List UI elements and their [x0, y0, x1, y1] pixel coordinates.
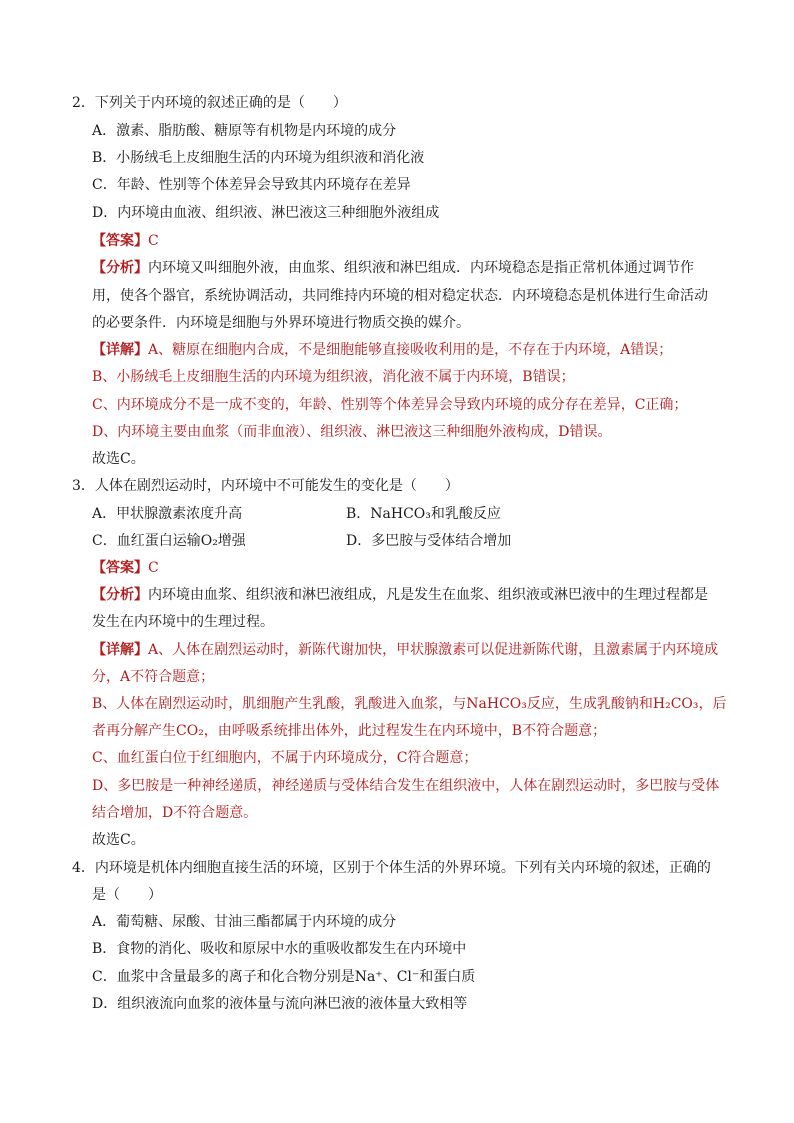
q3-option-c: C．血红蛋白运输O₂增强	[92, 533, 246, 549]
q2-analysis-line: 用，使各个器官，系统协调活动，共同维持内环境的相对稳定状态．内环境稳态是机体进行生命活动	[92, 288, 708, 304]
q4-option-a: A．葡萄糖、尿酸、甘油三酯都属于内环境的成分	[92, 914, 397, 930]
q3-detail-line: C、血红蛋白位于红细胞内，不属于内环境成分，C符合题意；	[92, 750, 478, 766]
question-2-number: 2．	[72, 95, 95, 111]
q3-detail-line: 者再分解产生CO₂，由呼吸系统排出体外，此过程发生在内环境中，B不符合题意；	[92, 723, 607, 739]
question-4-number: 4．	[72, 860, 95, 876]
q3-conclusion: 故选C。	[92, 832, 145, 848]
q3-option-b: B．NaHCO₃和乳酸反应	[346, 506, 501, 522]
q2-answer: 【答案】C	[92, 233, 159, 249]
q2-option-d: D．内环境由血液、组织液、淋巴液这三种细胞外液组成	[92, 205, 440, 221]
question-3-number: 3．	[72, 478, 95, 494]
q4-option-c: C．血浆中含量最多的离子和化合物分别是Na⁺、Cl⁻和蛋白质	[92, 969, 476, 985]
q2-analysis: 【分析】内环境又叫细胞外液，由血浆、组织液和淋巴组成．内环境稳态是指正常机体通过调节作	[92, 260, 694, 276]
q2-option-c: C．年龄、性别等个体差异会导致其内环境存在差异	[92, 177, 411, 193]
q4-stem-line: 是（ ）	[92, 887, 162, 903]
q2-detail-line: D、内环境主要由血浆（而非血液）、组织液、淋巴液这三种细胞外液构成，D错误。	[92, 424, 612, 440]
q2-option-b: B．小肠绒毛上皮细胞生活的内环境为组织液和消化液	[92, 150, 425, 166]
question-3-stem: 3．人体在剧烈运动时，内环境中不可能发生的变化是（ ）	[72, 478, 459, 494]
q3-detail: 【详解】A、人体在剧烈运动时，新陈代谢加快，甲状腺激素可以促进新陈代谢，且激素属于内环境成	[92, 642, 719, 658]
q4-option-d: D．组织液流向血浆的液体量与流向淋巴液的液体量大致相等	[92, 996, 468, 1012]
q3-detail-line: B、人体在剧烈运动时，肌细胞产生乳酸，乳酸进入血浆，与NaHCO₃反应，生成乳酸钠和H₂CO₃，后	[92, 696, 727, 712]
q2-detail-line: B、小肠绒毛上皮细胞生活的内环境为组织液，消化液不属于内环境，B错误；	[92, 369, 575, 385]
q3-detail-line: 结合增加，D不符合题意。	[92, 805, 258, 821]
q3-analysis-line: 发生在内环境中的生理过程。	[92, 614, 274, 630]
q2-detail-line: C、内环境成分不是一成不变的，年龄、性别等个体差异会导致内环境的成分存在差异，C正确；	[92, 397, 688, 413]
q3-option-d: D．多巴胺与受体结合增加	[346, 533, 512, 549]
question-2-stem: 2．下列关于内环境的叙述正确的是（ ）	[72, 95, 347, 111]
q2-analysis-line: 的必要条件．内环境是细胞与外界环境进行物质交换的媒介。	[92, 315, 470, 331]
q3-detail-line: 分，A不符合题意；	[92, 669, 215, 685]
q3-answer: 【答案】C	[92, 560, 159, 576]
q2-detail: 【详解】A、糖原在细胞内合成，不是细胞能够直接吸收利用的是，不存在于内环境，A错误；	[92, 342, 673, 358]
question-4-stem: 4．内环境是机体内细胞直接生活的环境，区别于个体生活的外界环境。下列有关内环境的叙述，正确的	[72, 860, 711, 876]
q2-conclusion: 故选C。	[92, 451, 145, 467]
q4-option-b: B．食物的消化、吸收和原尿中水的重吸收都发生在内环境中	[92, 941, 467, 957]
q3-detail-line: D、多巴胺是一种神经递质，神经递质与受体结合发生在组织液中，人体在剧烈运动时，多巴胺与受体	[92, 778, 720, 794]
q3-analysis: 【分析】内环境由血浆、组织液和淋巴液组成，凡是发生在血浆、组织液或淋巴液中的生理过程都是	[92, 587, 708, 603]
q3-option-a: A．甲状腺激素浓度升高	[92, 506, 243, 522]
q2-option-a: A．激素、脂肪酸、糖原等有机物是内环境的成分	[92, 123, 397, 139]
